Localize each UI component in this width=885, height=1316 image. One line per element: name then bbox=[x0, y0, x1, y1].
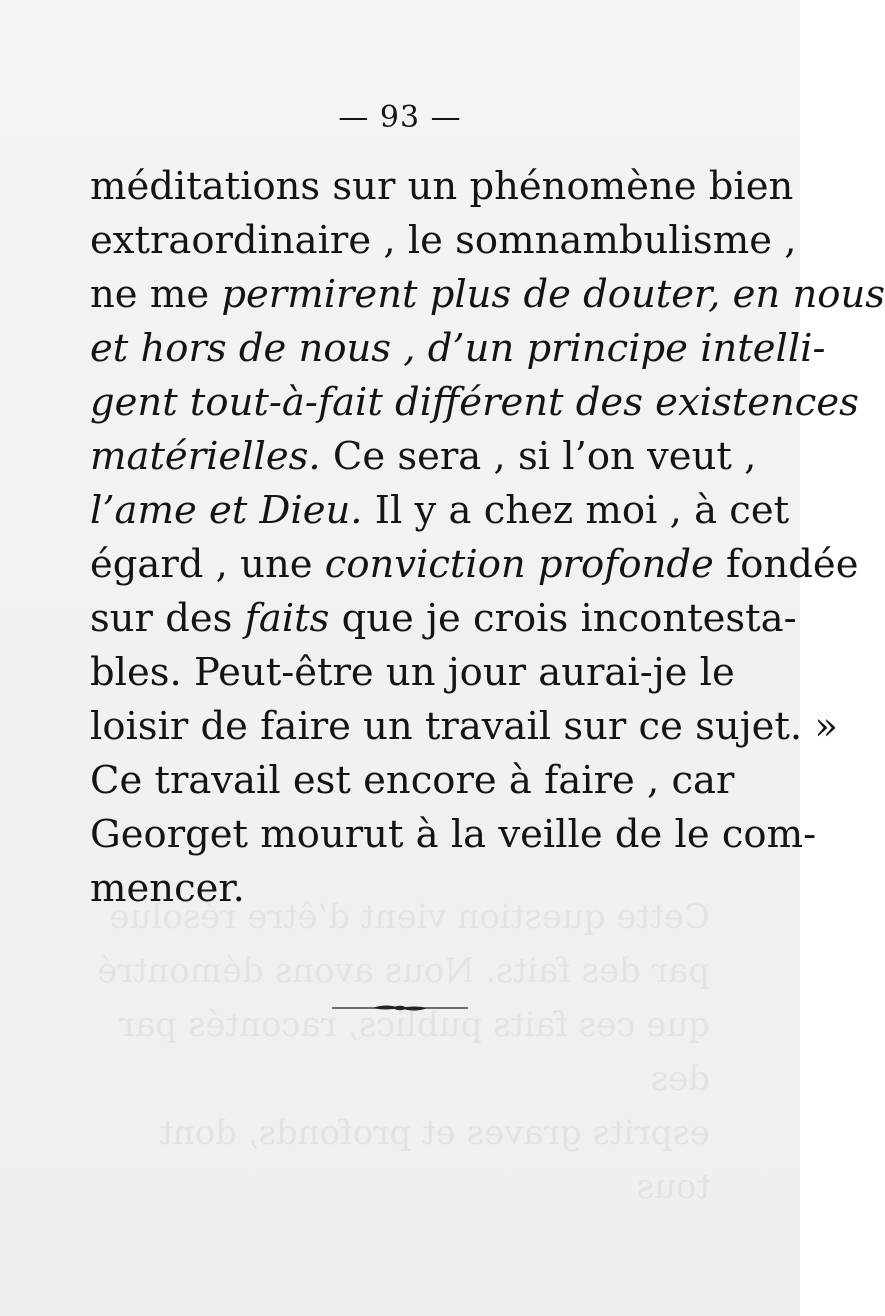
page-number: — 93 — bbox=[338, 100, 462, 135]
text-line: sur des faits que je crois incontesta- bbox=[90, 596, 797, 641]
text-line: ne me permirent plus de douter, en nous bbox=[90, 272, 885, 317]
text-line: bles. Peut-être un jour aurai-je le bbox=[90, 650, 735, 695]
body-text bbox=[90, 160, 885, 916]
text-line: Georget mourut à la veille de le com- bbox=[90, 812, 817, 857]
ornamental-divider bbox=[330, 1002, 470, 1014]
text-line: gent tout-à-fait différent des existences bbox=[90, 380, 859, 425]
text-line: loisir de faire un travail sur ce sujet. » bbox=[90, 704, 838, 749]
text-line: méditations sur un phénomène bien bbox=[90, 164, 794, 209]
text-line: mencer. bbox=[90, 866, 245, 911]
text-line: et hors de nous , d’un principe intelli- bbox=[90, 326, 826, 371]
text-line: l’ame et Dieu. Il y a chez moi , à cet bbox=[90, 488, 790, 533]
text-line: Ce travail est encore à faire , car bbox=[90, 758, 735, 803]
text-line: matérielles. Ce sera , si l’on veut , bbox=[90, 434, 757, 479]
show-through-texture: Cette question vient d’être résolue par des faits. Nous avons démontré que ces faits publics, racontés par des esprits graves et profonds, dont tous bbox=[97, 897, 710, 1207]
text-line: extraordinaire , le somnambulisme , bbox=[90, 218, 797, 263]
text-line: égard , une conviction profonde fondée bbox=[90, 542, 859, 587]
